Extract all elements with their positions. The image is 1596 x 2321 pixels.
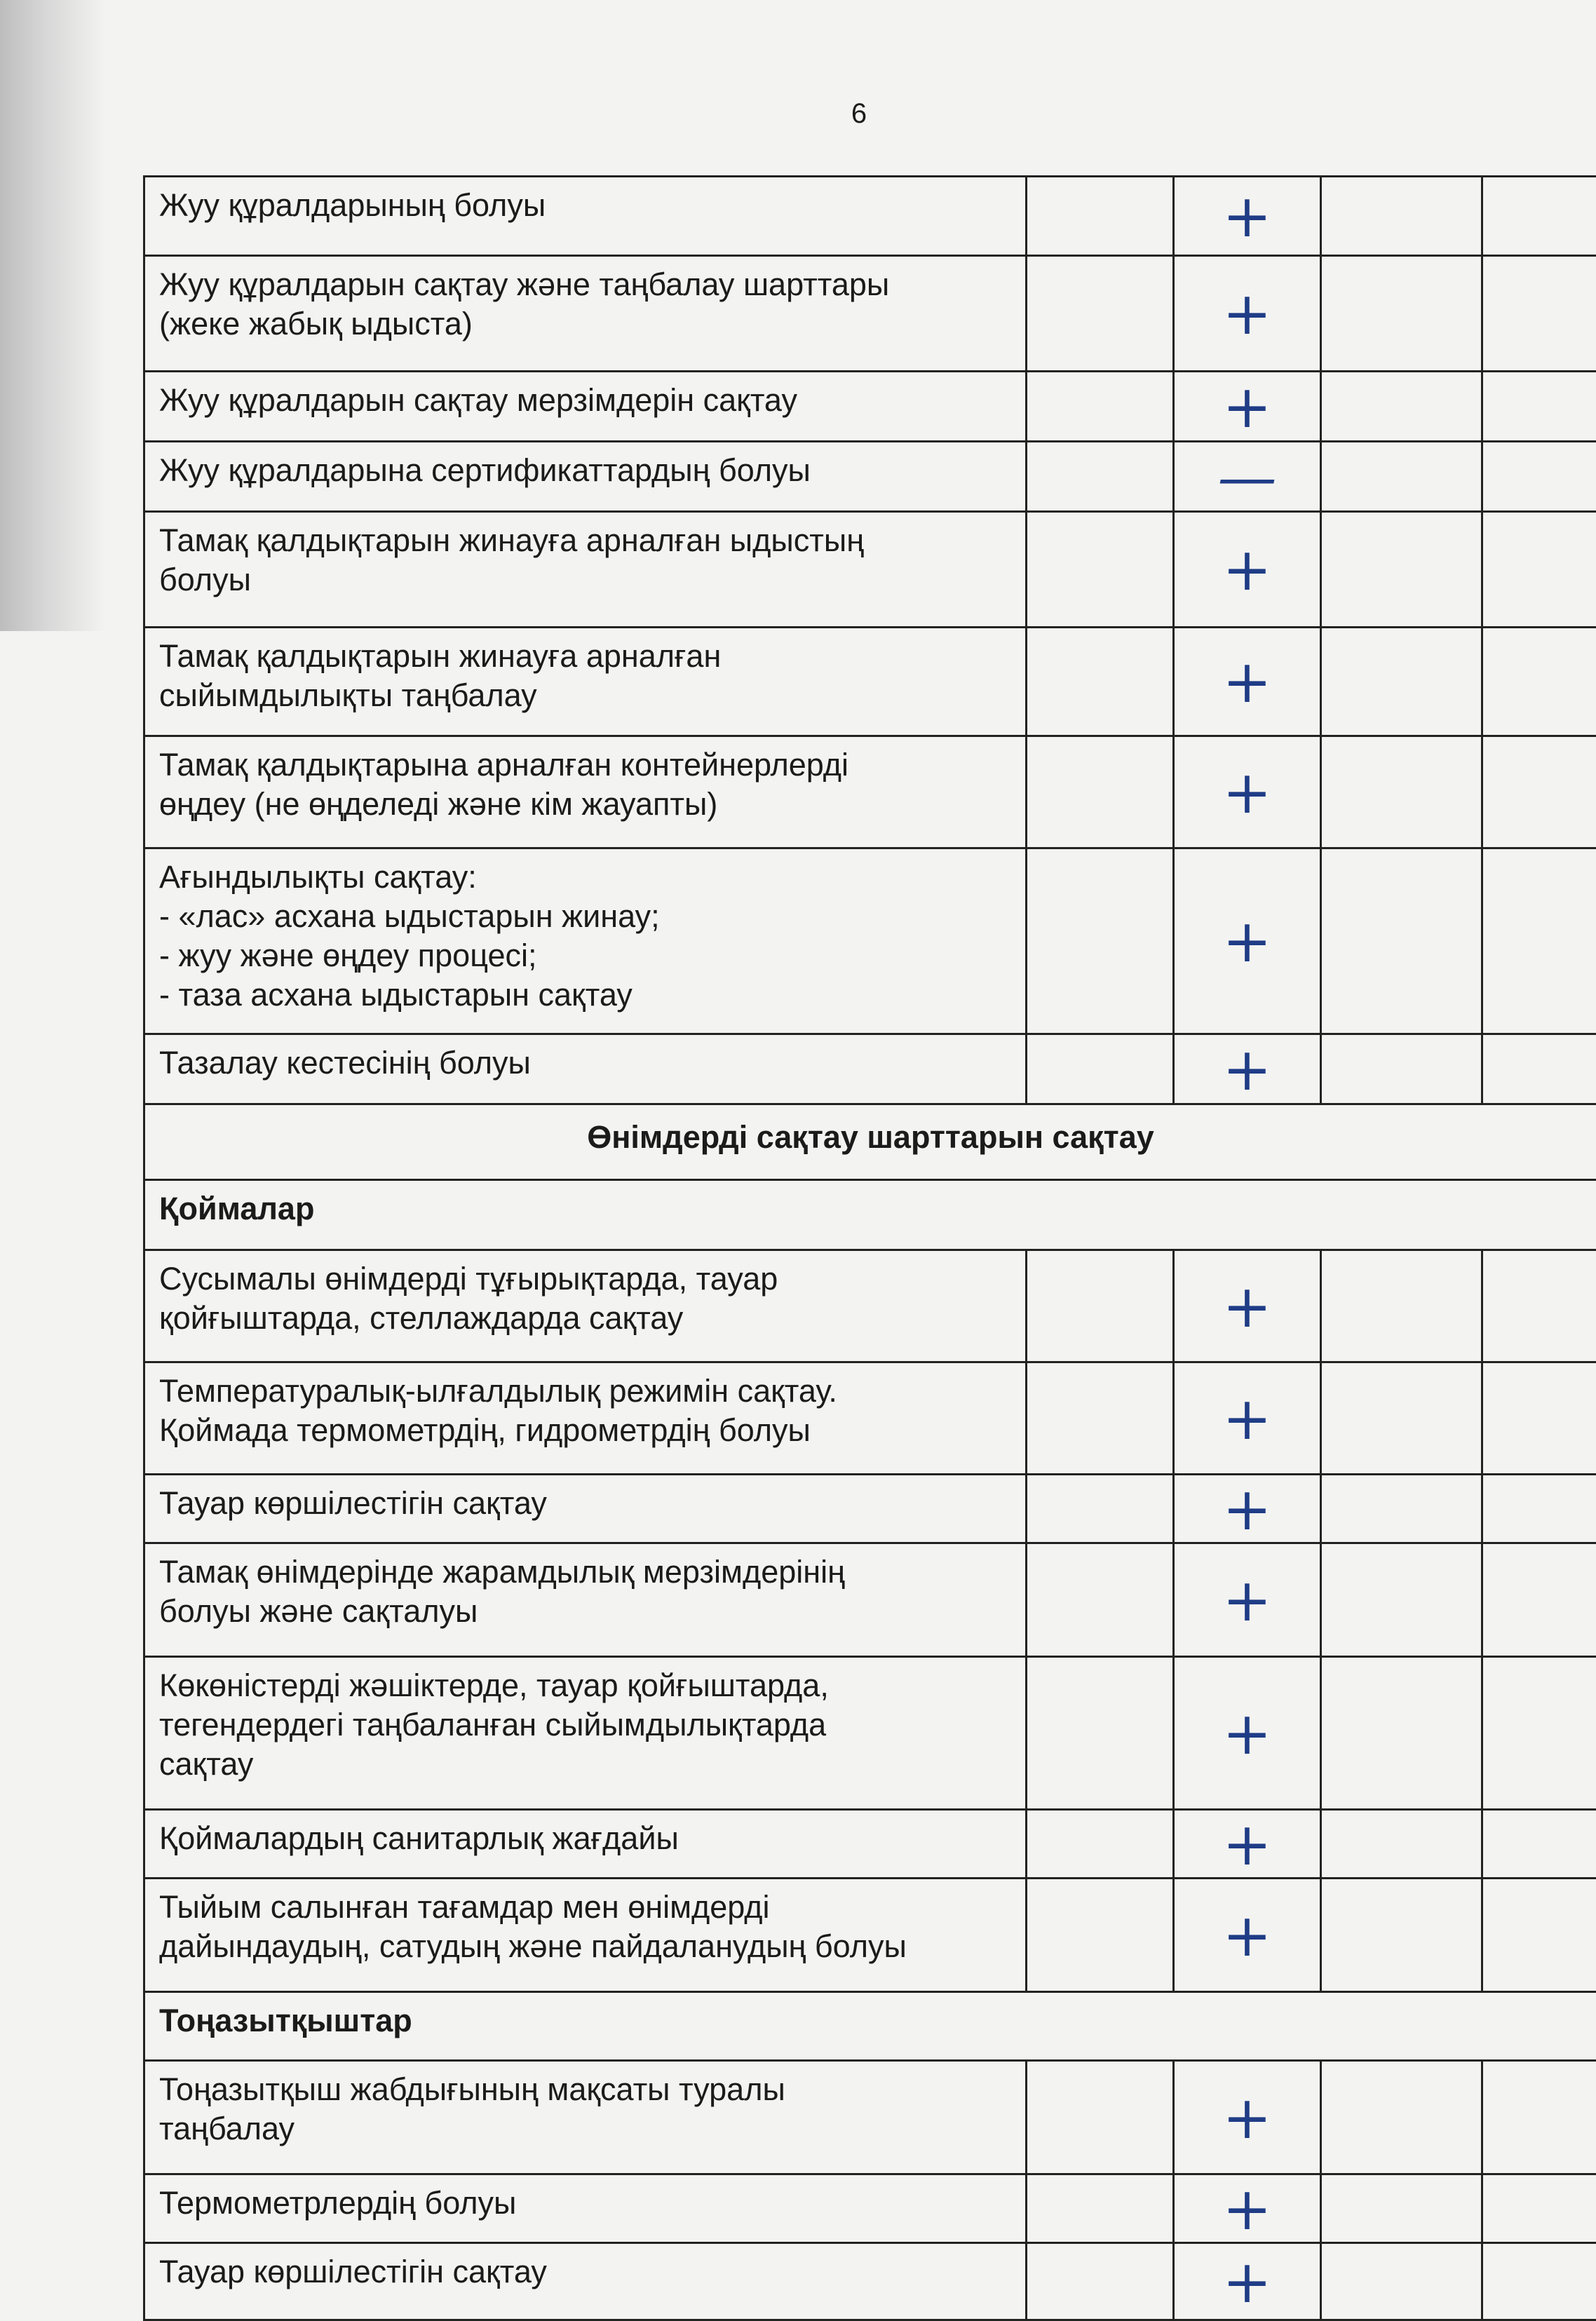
check-cell-2 bbox=[1172, 1879, 1320, 1991]
check-cell-3 bbox=[1320, 442, 1481, 510]
table-row bbox=[143, 510, 1596, 626]
subsection-title bbox=[143, 1993, 1025, 2059]
checklist-table bbox=[143, 175, 1596, 2321]
item-description bbox=[143, 849, 1025, 1033]
check-cell-1 bbox=[1025, 1363, 1172, 1473]
handwritten-plus-mark: + bbox=[1222, 2083, 1272, 2152]
check-cell-1 bbox=[1025, 257, 1172, 370]
item-description bbox=[143, 2175, 1025, 2242]
handwritten-plus-mark: + bbox=[1222, 1474, 1272, 1543]
handwritten-plus-mark: + bbox=[1222, 372, 1272, 441]
check-cell-2 bbox=[1172, 2062, 1320, 2173]
table-row bbox=[143, 1808, 1596, 1877]
item-text-line: Тауар көршілестігін сақтау bbox=[159, 2254, 547, 2289]
handwritten-plus-mark: + bbox=[1222, 647, 1272, 716]
check-cell-3 bbox=[1320, 372, 1481, 440]
item-text-line: сақтау bbox=[159, 1746, 254, 1782]
check-cell-3 bbox=[1320, 1993, 1481, 2059]
check-cell-3 bbox=[1320, 849, 1481, 1033]
section-title-text: Өнімдерді сақтау шарттарын сақтау bbox=[587, 1119, 1154, 1155]
handwritten-plus-mark: + bbox=[1222, 182, 1272, 250]
check-cell-1 bbox=[1025, 1811, 1172, 1877]
check-cell-3 bbox=[1320, 1251, 1481, 1361]
table-row bbox=[143, 735, 1596, 847]
check-cell-2 bbox=[1172, 2244, 1320, 2319]
check-cell-2 bbox=[1172, 737, 1320, 847]
item-text-line: Қоймалардың санитарлық жағдайы bbox=[159, 1820, 679, 1856]
check-cell-4 bbox=[1481, 1993, 1596, 2059]
check-cell-3 bbox=[1320, 513, 1481, 626]
handwritten-plus-mark: + bbox=[1222, 1900, 1272, 1970]
check-cell-4 bbox=[1481, 1181, 1596, 1249]
item-text-line: Қоймада термометрдің, гидрометрдің болуы bbox=[159, 1412, 811, 1448]
table-row bbox=[143, 1249, 1596, 1361]
check-cell-4 bbox=[1481, 849, 1596, 1033]
item-text-line: Тамақ қалдықтарын жинауға арналған bbox=[159, 638, 722, 674]
item-text-line: Жуу құралдарын сақтау мерзімдерін сақтау bbox=[159, 382, 797, 418]
check-cell-1 bbox=[1025, 2244, 1172, 2319]
item-text-line: тегендердегі таңбаланған сыйымдылықтарда bbox=[159, 1707, 827, 1743]
check-cell-2 bbox=[1172, 1035, 1320, 1103]
check-cell-4 bbox=[1481, 513, 1596, 626]
item-text-line: Тоңазытқыштар bbox=[159, 2003, 412, 2038]
item-description bbox=[143, 372, 1025, 440]
item-text-line: Көкөністерді жәшіктерде, тауар қойғыштарда, bbox=[159, 1667, 829, 1703]
check-cell-1 bbox=[1025, 2175, 1172, 2242]
check-cell-1 bbox=[1025, 849, 1172, 1033]
check-cell-4 bbox=[1481, 1879, 1596, 1991]
handwritten-plus-mark: + bbox=[1222, 2174, 1272, 2243]
table-row bbox=[143, 370, 1596, 440]
check-cell-3 bbox=[1320, 1879, 1481, 1991]
check-cell-2 bbox=[1172, 1993, 1320, 2059]
check-cell-1 bbox=[1025, 177, 1172, 255]
handwritten-plus-mark: + bbox=[1222, 279, 1272, 348]
check-cell-3 bbox=[1320, 1181, 1481, 1249]
item-text-line: өңдеу (не өңделеді және кім жауапты) bbox=[159, 786, 718, 822]
table-row bbox=[143, 255, 1596, 370]
item-text-line: Тоңазытқыш жабдығының мақсаты туралы bbox=[159, 2071, 785, 2107]
check-cell-4 bbox=[1481, 737, 1596, 847]
handwritten-plus-mark: + bbox=[1222, 1271, 1272, 1341]
table-row bbox=[143, 1542, 1596, 1656]
check-cell-1 bbox=[1025, 628, 1172, 735]
check-cell-3 bbox=[1320, 1035, 1481, 1103]
check-cell-1 bbox=[1025, 1993, 1172, 2059]
item-description bbox=[143, 1658, 1025, 1808]
table-row bbox=[143, 1033, 1596, 1103]
check-cell-1 bbox=[1025, 1181, 1172, 1249]
check-cell-3 bbox=[1320, 1475, 1481, 1542]
check-cell-4 bbox=[1481, 1475, 1596, 1542]
item-description bbox=[143, 1544, 1025, 1656]
item-text-line: Ағындылықты сақтау: bbox=[159, 859, 477, 895]
handwritten-plus-mark: + bbox=[1222, 1809, 1272, 1879]
table-row bbox=[143, 1473, 1596, 1542]
check-cell-1 bbox=[1025, 372, 1172, 440]
item-text-line: - жуу және өңдеу процесі; bbox=[159, 938, 537, 973]
item-text-line: Тыйым салынған тағамдар мен өнімдерді bbox=[159, 1889, 770, 1925]
table-row bbox=[143, 626, 1596, 735]
check-cell-2 bbox=[1172, 442, 1320, 510]
item-description bbox=[143, 177, 1025, 255]
check-cell-3 bbox=[1320, 1658, 1481, 1808]
check-cell-1 bbox=[1025, 513, 1172, 626]
item-text-line: таңбалау bbox=[159, 2111, 295, 2146]
check-cell-2 bbox=[1172, 2175, 1320, 2242]
check-cell-1 bbox=[1025, 737, 1172, 847]
handwritten-plus-mark: + bbox=[1222, 1383, 1272, 1453]
table-row bbox=[143, 2059, 1596, 2173]
check-cell-4 bbox=[1481, 177, 1596, 255]
table-row bbox=[143, 1877, 1596, 1991]
item-description bbox=[143, 1879, 1025, 1991]
section-header-row bbox=[143, 1103, 1596, 1179]
check-cell-2 bbox=[1172, 1363, 1320, 1473]
item-description bbox=[143, 2062, 1025, 2173]
subsection-row bbox=[143, 1179, 1596, 1249]
page-number: 6 bbox=[851, 98, 867, 129]
item-description bbox=[143, 2244, 1025, 2319]
check-cell-1 bbox=[1025, 1879, 1172, 1991]
item-description bbox=[143, 1811, 1025, 1877]
check-cell-3 bbox=[1320, 2244, 1481, 2319]
check-cell-1 bbox=[1025, 1035, 1172, 1103]
item-description bbox=[143, 628, 1025, 735]
check-cell-4 bbox=[1481, 442, 1596, 510]
check-cell-2 bbox=[1172, 257, 1320, 370]
check-cell-2 bbox=[1172, 849, 1320, 1033]
item-text-line: Қоймалар bbox=[159, 1191, 315, 1226]
table-row bbox=[143, 1361, 1596, 1473]
check-cell-1 bbox=[1025, 1251, 1172, 1361]
check-cell-2 bbox=[1172, 1251, 1320, 1361]
check-cell-2 bbox=[1172, 1544, 1320, 1656]
item-text-line: сыйымдылықты таңбалау bbox=[159, 677, 537, 713]
check-cell-4 bbox=[1481, 1035, 1596, 1103]
handwritten-plus-mark: + bbox=[1222, 907, 1272, 975]
item-text-line: болуы bbox=[159, 562, 251, 597]
section-title bbox=[143, 1105, 1596, 1179]
item-text-line: Жуу құралдарына сертификаттардың болуы bbox=[159, 452, 811, 488]
check-cell-4 bbox=[1481, 1363, 1596, 1473]
item-description bbox=[143, 737, 1025, 847]
check-cell-3 bbox=[1320, 628, 1481, 735]
handwritten-plus-mark: + bbox=[1222, 2247, 1272, 2316]
check-cell-1 bbox=[1025, 442, 1172, 510]
check-cell-2 bbox=[1172, 513, 1320, 626]
item-text-line: Жуу құралдарының болуы bbox=[159, 187, 546, 223]
check-cell-3 bbox=[1320, 2062, 1481, 2173]
item-text-line: Термометрлердің болуы bbox=[159, 2185, 517, 2221]
check-cell-4 bbox=[1481, 2175, 1596, 2242]
handwritten-plus-mark: + bbox=[1222, 1698, 1272, 1768]
check-cell-4 bbox=[1481, 628, 1596, 735]
item-text-line: Тамақ қалдықтарына арналған контейнерлерді bbox=[159, 747, 849, 783]
item-description bbox=[143, 257, 1025, 370]
check-cell-4 bbox=[1481, 1658, 1596, 1808]
item-text-line: болуы және сақталуы bbox=[159, 1593, 478, 1629]
check-cell-2 bbox=[1172, 177, 1320, 255]
item-text-line: Температуралық-ылғалдылық режимін сақтау. bbox=[159, 1373, 837, 1409]
subsection-row bbox=[143, 1991, 1596, 2059]
check-cell-3 bbox=[1320, 2175, 1481, 2242]
check-cell-4 bbox=[1481, 2244, 1596, 2319]
item-text-line: Тазалау кестесінің болуы bbox=[159, 1045, 531, 1081]
check-cell-3 bbox=[1320, 1544, 1481, 1656]
item-description bbox=[143, 513, 1025, 626]
check-cell-2 bbox=[1172, 1811, 1320, 1877]
item-text-line: (жеке жабық ыдыста) bbox=[159, 306, 473, 341]
check-cell-4 bbox=[1481, 2062, 1596, 2173]
check-cell-2 bbox=[1172, 628, 1320, 735]
handwritten-plus-mark: + bbox=[1222, 1565, 1272, 1635]
item-text-line: Тауар көршілестігін сақтау bbox=[159, 1485, 547, 1521]
item-text-line: Тамақ қалдықтарын жинауға арналған ыдыстың bbox=[159, 522, 865, 558]
check-cell-1 bbox=[1025, 1544, 1172, 1656]
table-row bbox=[143, 847, 1596, 1033]
check-cell-3 bbox=[1320, 737, 1481, 847]
handwritten-plus-mark: + bbox=[1222, 757, 1272, 827]
check-cell-2 bbox=[1172, 1475, 1320, 1542]
check-cell-3 bbox=[1320, 177, 1481, 255]
subsection-title bbox=[143, 1181, 1025, 1249]
check-cell-1 bbox=[1025, 1475, 1172, 1542]
check-cell-1 bbox=[1025, 2062, 1172, 2173]
check-cell-3 bbox=[1320, 257, 1481, 370]
table-row bbox=[143, 177, 1596, 255]
table-row bbox=[143, 440, 1596, 510]
check-cell-2 bbox=[1172, 1181, 1320, 1249]
item-text-line: Тамақ өнімдерінде жарамдылық мерзімдерінің bbox=[159, 1554, 845, 1590]
item-text-line: Сусымалы өнімдерді тұғырықтарда, тауар bbox=[159, 1261, 778, 1297]
table-row bbox=[143, 1656, 1596, 1808]
handwritten-dash-mark: — bbox=[1217, 442, 1277, 511]
item-text-line: қойғыштарда, стеллаждарда сақтау bbox=[159, 1300, 684, 1336]
table-row bbox=[143, 2173, 1596, 2242]
item-description bbox=[143, 1035, 1025, 1103]
check-cell-4 bbox=[1481, 372, 1596, 440]
item-description bbox=[143, 1251, 1025, 1361]
item-text-line: Жуу құралдарын сақтау және таңбалау шарттары bbox=[159, 266, 890, 302]
handwritten-plus-mark: + bbox=[1222, 1034, 1272, 1104]
check-cell-2 bbox=[1172, 1658, 1320, 1808]
item-text-line: дайындаудың, сатудың және пайдаланудың болуы bbox=[159, 1928, 907, 1964]
item-text-line: - «лас» асхана ыдыстарын жинау; bbox=[159, 898, 660, 934]
item-description bbox=[143, 442, 1025, 510]
check-cell-4 bbox=[1481, 257, 1596, 370]
check-cell-3 bbox=[1320, 1811, 1481, 1877]
item-text-line: - таза асхана ыдыстарын сақтау bbox=[159, 977, 633, 1013]
page-shadow bbox=[0, 0, 105, 631]
item-description bbox=[143, 1475, 1025, 1542]
handwritten-plus-mark: + bbox=[1222, 535, 1272, 604]
check-cell-3 bbox=[1320, 1363, 1481, 1473]
check-cell-4 bbox=[1481, 1251, 1596, 1361]
check-cell-4 bbox=[1481, 1811, 1596, 1877]
table-row bbox=[143, 2242, 1596, 2319]
item-description bbox=[143, 1363, 1025, 1473]
check-cell-2 bbox=[1172, 372, 1320, 440]
check-cell-1 bbox=[1025, 1658, 1172, 1808]
check-cell-4 bbox=[1481, 1544, 1596, 1656]
